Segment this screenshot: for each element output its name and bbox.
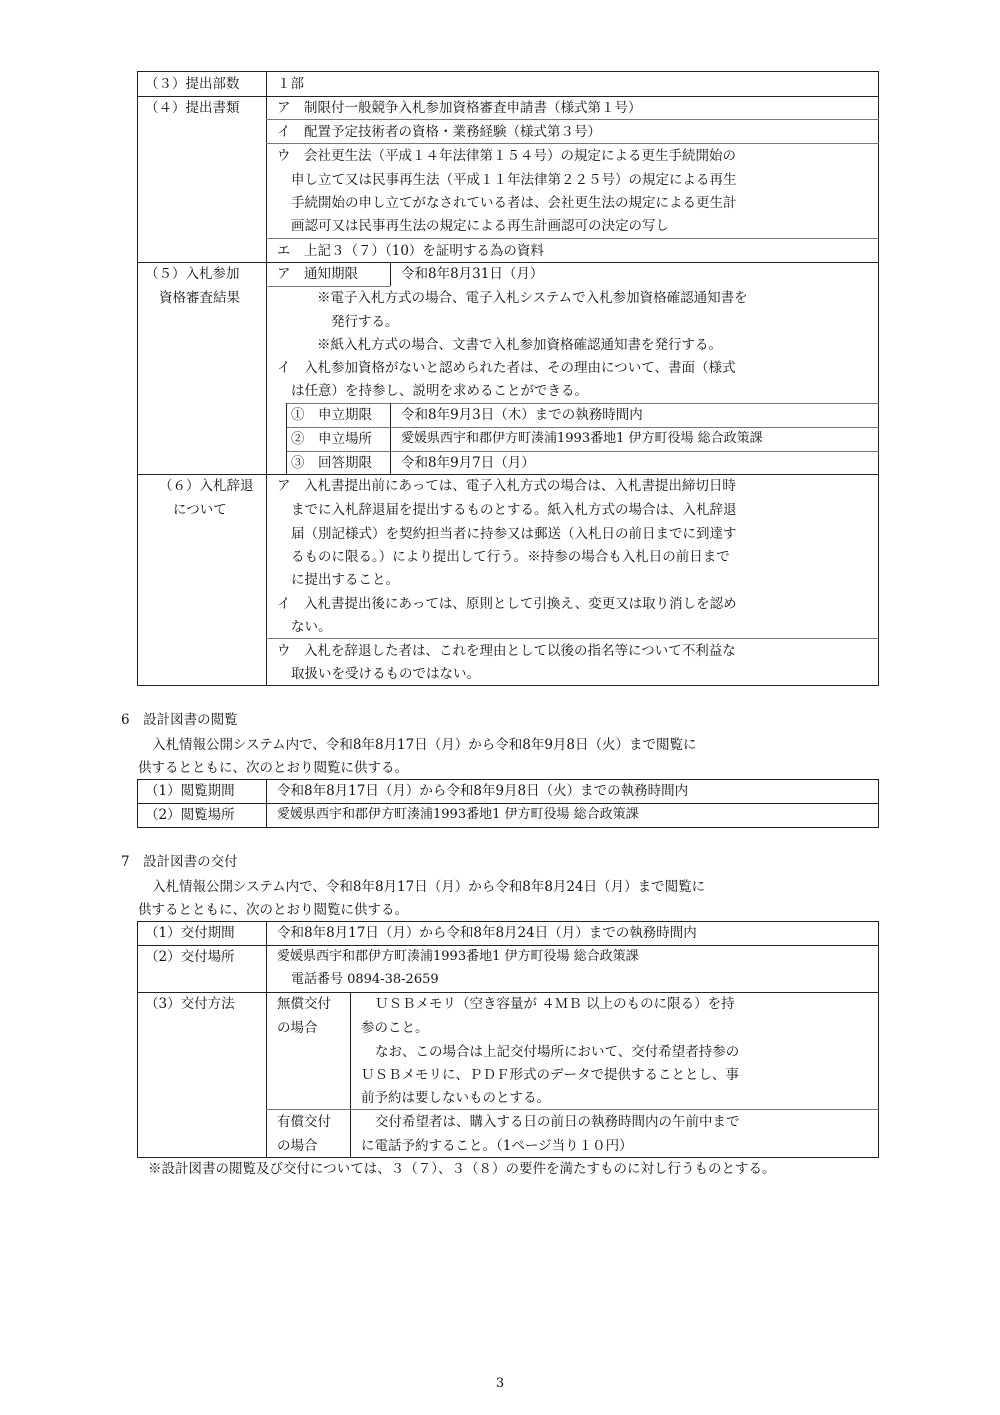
withdrawal-line: ウ 入札を辞退した者は、これを理由として以後の指名等について不利益な (277, 643, 736, 659)
paid-label: 有償交付 (277, 1114, 331, 1130)
appeal-value: 愛媛県西宇和郡伊方町湊浦1993番地1 伊方町役場 総合政策課 (401, 431, 763, 446)
qualification-line: ※紙入札方式の場合、文書で入札参加資格確認通知書を発行する。 (317, 337, 722, 353)
inspection-place-label: （2）閲覧場所 (145, 807, 235, 823)
row-label-qualification: （５）入札参加 (145, 266, 240, 282)
free-line: ＵＳＢメモリ（空き容量が ４ＭＢ 以上のものに限る）を持 (375, 996, 735, 1012)
notice-label: ア 通知期限 (277, 266, 358, 282)
notice-value: 令和8年8月31日（月） (401, 266, 544, 282)
withdrawal-line: 取扱いを受けるものではない。 (291, 666, 480, 682)
paid-label-2: の場合 (277, 1138, 318, 1154)
qualification-line: は任意）を持参し、説明を求めることができる。 (291, 383, 588, 399)
free-line: なお、この場合は上記交付場所において、交付希望者持参の (375, 1044, 740, 1060)
withdrawal-line: 届（別記様式）を契約担当者に持参又は郵送（入札日の前日までに到達す (291, 526, 737, 542)
document-item: ア 制限付一般競争入札参加資格審査申請書（様式第１号） (277, 100, 642, 116)
row-label-count: （３）提出部数 (145, 76, 240, 92)
inspection-period-label: （1）閲覧期間 (145, 783, 235, 799)
appeal-label: ① 申立期限 (291, 407, 372, 423)
section6-paragraph: 入札情報公開システム内で、令和8年8月17日（月）から令和8年9月8日（火）まで閲覧に (152, 737, 697, 753)
withdrawal-line: に提出すること。 (291, 572, 399, 588)
inspection-place-value: 愛媛県西宇和郡伊方町湊浦1993番地1 伊方町役場 総合政策課 (277, 807, 639, 822)
withdrawal-line: までに入札辞退届を提出するものとする。紙入札方式の場合は、入札辞退 (291, 502, 737, 518)
qualification-line: イ 入札参加資格がないと認められた者は、その理由について、書面（様式 (277, 360, 736, 376)
row-label-documents: （４）提出書類 (145, 100, 240, 116)
qualification-line: 発行する。 (331, 314, 399, 330)
table-divider (266, 71, 267, 686)
section6-heading: 6 設計図書の閲覧 (121, 712, 238, 728)
free-line: ＵＳＢメモリに、ＰＤＦ形式のデータで提供することとし、事 (361, 1067, 739, 1083)
document-item: エ 上記３（７）（10）を証明する為の資料 (277, 243, 544, 259)
distribution-method-label: （3）交付方法 (145, 996, 235, 1012)
paid-line: 交付希望者は、購入する日の前日の執務時間内の午前中まで (375, 1114, 740, 1130)
section7-paragraph: 供するとともに、次のとおり閲覧に供する。 (138, 902, 408, 918)
withdrawal-line: ない。 (291, 619, 332, 635)
free-line: 前予約は要しないものとする。 (361, 1090, 550, 1106)
document-item: 手続開始の申し立てがなされている者は、会社更生法の規定による更生計 (291, 195, 737, 211)
withdrawal-line: るものに限る。）により提出して行う。※持参の場合も入札日の前日まで (291, 549, 730, 565)
row-label-qualification-2: 資格審査結果 (159, 290, 240, 306)
appeal-value: 令和8年9月7日（月） (401, 455, 535, 471)
appeal-value: 令和8年9月3日（木）までの執務時間内 (401, 407, 643, 423)
section7-paragraph: 入札情報公開システム内で、令和8年8月17日（月）から令和8年8月24日（月）まで閲覧に (152, 879, 706, 895)
row-value-count: １部 (277, 76, 304, 92)
free-label: 無償交付 (277, 996, 331, 1012)
inspection-period-value: 令和8年8月17日（月）から令和8年9月8日（火）までの執務時間内 (277, 783, 689, 799)
withdrawal-line: イ 入札書提出後にあっては、原則として引換え、変更又は取り消しを認め (277, 596, 737, 612)
document-item: 画認可又は民事再生法の規定による再生計画認可の決定の写し (291, 218, 669, 234)
phone-number: 電話番号 0894-38-2659 (291, 972, 439, 987)
distribution-period-label: （1）交付期間 (145, 925, 235, 941)
document-item: ウ 会社更生法（平成１４年法律第１５４号）の規定による更生手続開始の (277, 148, 736, 164)
appeal-label: ③ 回答期限 (291, 455, 372, 471)
document-item: 申し立て又は民事再生法（平成１１年法律第２２５号）の規定による再生 (291, 172, 737, 188)
distribution-period-value: 令和8年8月17日（月）から令和8年8月24日（月）までの執務時間内 (277, 925, 697, 941)
paid-line: に電話予約すること。（1ページ当り１０円） (361, 1138, 633, 1154)
section7-heading: 7 設計図書の交付 (121, 854, 238, 870)
page-number: 3 (495, 1376, 505, 1391)
row-label-withdrawal-2: について (173, 502, 227, 518)
free-line: 参のこと。 (361, 1020, 429, 1036)
section6-paragraph: 供するとともに、次のとおり閲覧に供する。 (138, 760, 408, 776)
appeal-label: ② 申立場所 (291, 431, 372, 447)
qualification-line: ※電子入札方式の場合、電子入札システムで入札参加資格確認通知書を (317, 290, 748, 306)
free-label-2: の場合 (277, 1020, 318, 1036)
withdrawal-line: ア 入札書提出前にあっては、電子入札方式の場合は、入札書提出締切日時 (277, 478, 736, 494)
distribution-place-label: （2）交付場所 (145, 949, 235, 965)
distribution-place-value: 愛媛県西宇和郡伊方町湊浦1993番地1 伊方町役場 総合政策課 (277, 949, 639, 964)
footnote: ※設計図書の閲覧及び交付については、３（７）、３（８）の要件を満たすものに対し行うものとする。 (148, 1161, 776, 1177)
document-item: イ 配置予定技術者の資格・業務経験（様式第３号） (277, 124, 601, 140)
row-label-withdrawal: （６）入札辞退 (159, 478, 254, 494)
